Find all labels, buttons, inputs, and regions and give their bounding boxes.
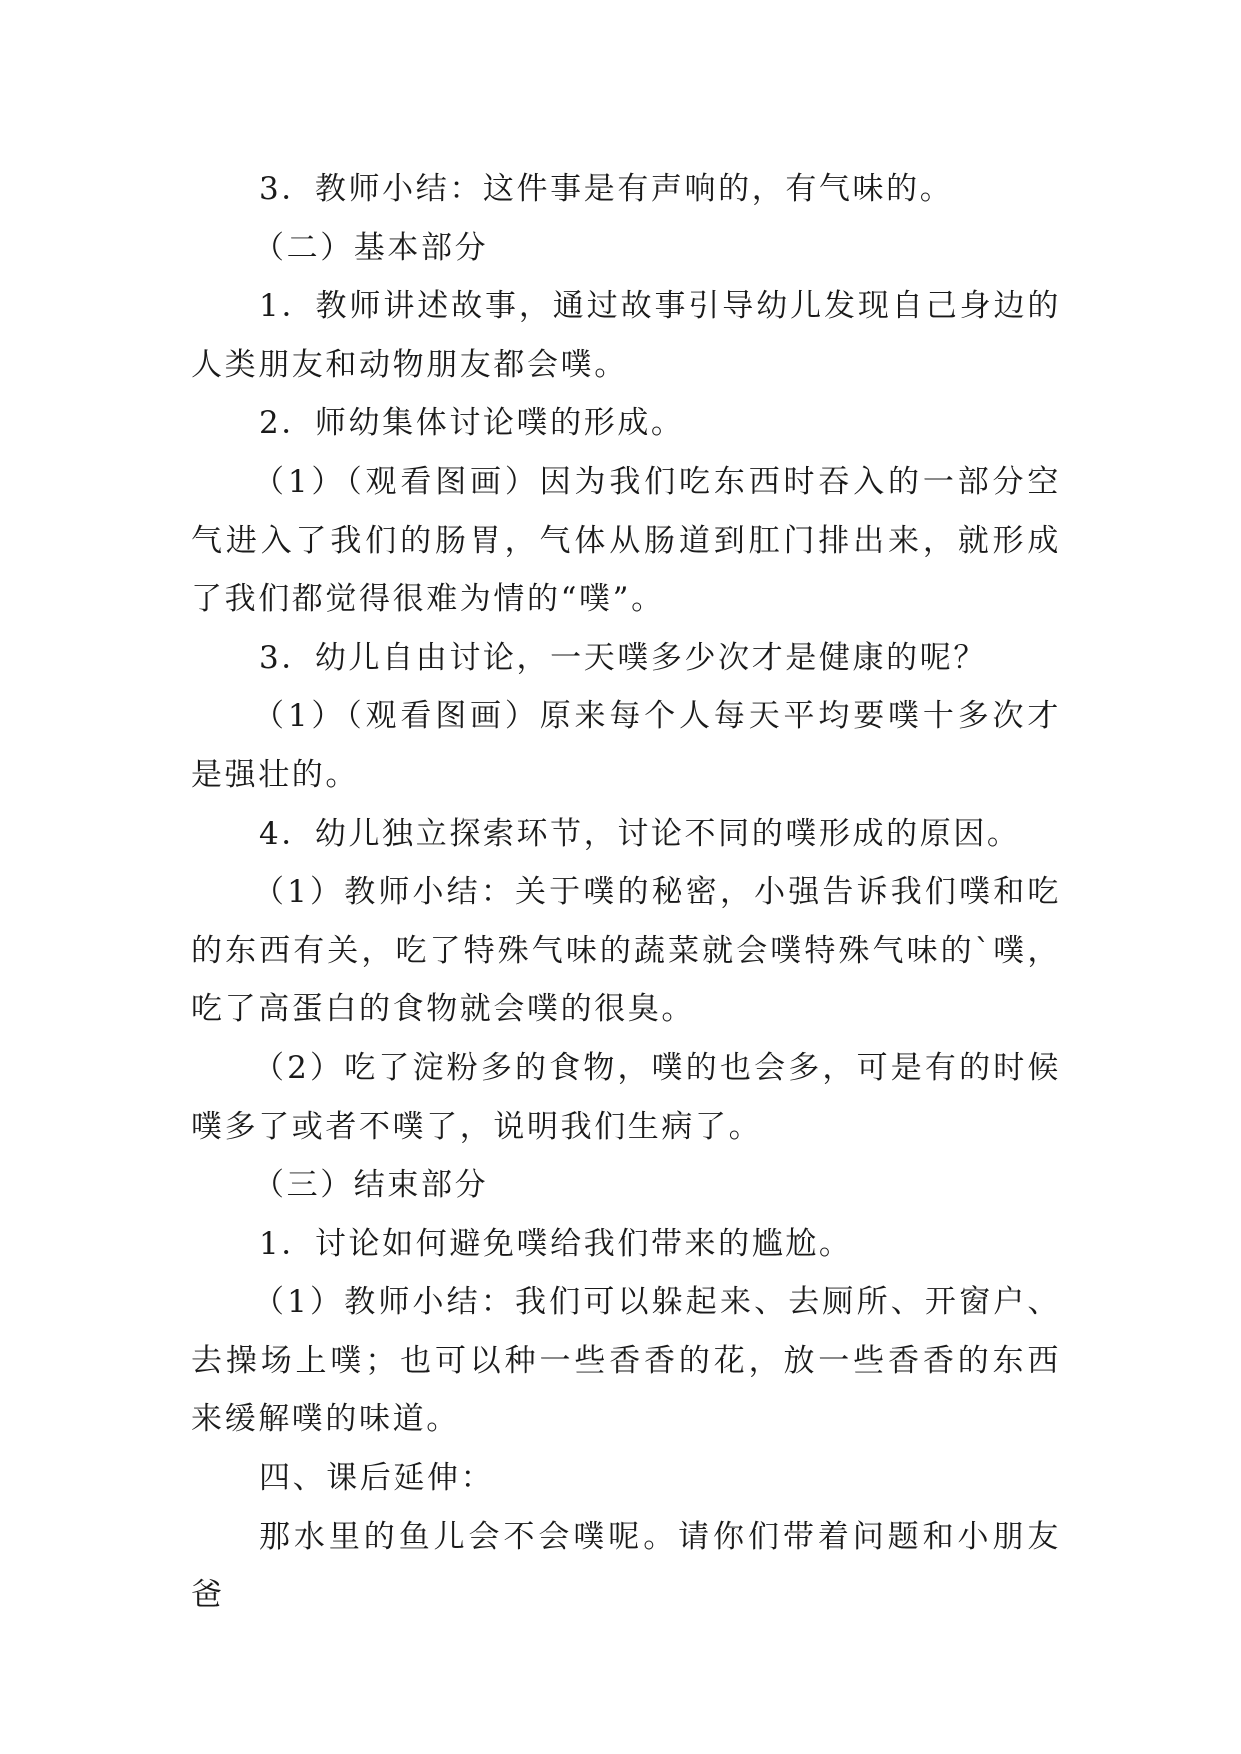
paragraph: （1）（观看图画）原来每个人每天平均要噗十多次才是强壮的。 [191, 698, 1061, 793]
section-heading: （三）结束部分 [253, 1167, 489, 1204]
section-heading: （二）基本部分 [253, 229, 489, 266]
paragraph: （1）（观看图画）因为我们吃东西时吞入的一部分空气进入了我们的肠胃，气体从肠道到肛门排出来，就形成了我们都觉得很难为情的“噗”。 [191, 463, 1061, 618]
paragraph: 那水里的鱼儿会不会噗呢。请你们带着问题和小朋友爸 [191, 1518, 1061, 1614]
paragraph: 2．师幼集体讨论噗的形成。 [259, 405, 685, 442]
paragraph: 3．幼儿自由讨论，一天噗多少次才是健康的呢？ [259, 639, 987, 676]
paragraph: （1）教师小结：关于噗的秘密，小强告诉我们噗和吃的东西有关，吃了特殊气味的蔬菜就会噗特殊气味的`噗，吃了高蛋白的食物就会噗的很臭。 [191, 874, 1061, 1028]
section-heading: 四、课后延伸： [259, 1460, 495, 1497]
paragraph: 4．幼儿独立探索环节，讨论不同的噗形成的原因。 [259, 815, 1021, 852]
paragraph: （1）教师小结：我们可以躲起来、去厕所、开窗户、去操场上噗；也可以种一些香香的花，放一些香香的东西来缓解噗的味道。 [191, 1284, 1061, 1438]
paragraph: 1．教师讲述故事，通过故事引导幼儿发现自己身边的人类朋友和动物朋友都会噗。 [191, 288, 1061, 383]
paragraph: 1．讨论如何避免噗给我们带来的尴尬。 [259, 1225, 853, 1262]
paragraph: 3．教师小结：这件事是有声响的，有气味的。 [259, 171, 954, 207]
document-body [191, 160, 1061, 1625]
paragraph: （2）吃了淀粉多的食物，噗的也会多，可是有的时候噗多了或者不噗了，说明我们生病了。 [191, 1049, 1061, 1145]
